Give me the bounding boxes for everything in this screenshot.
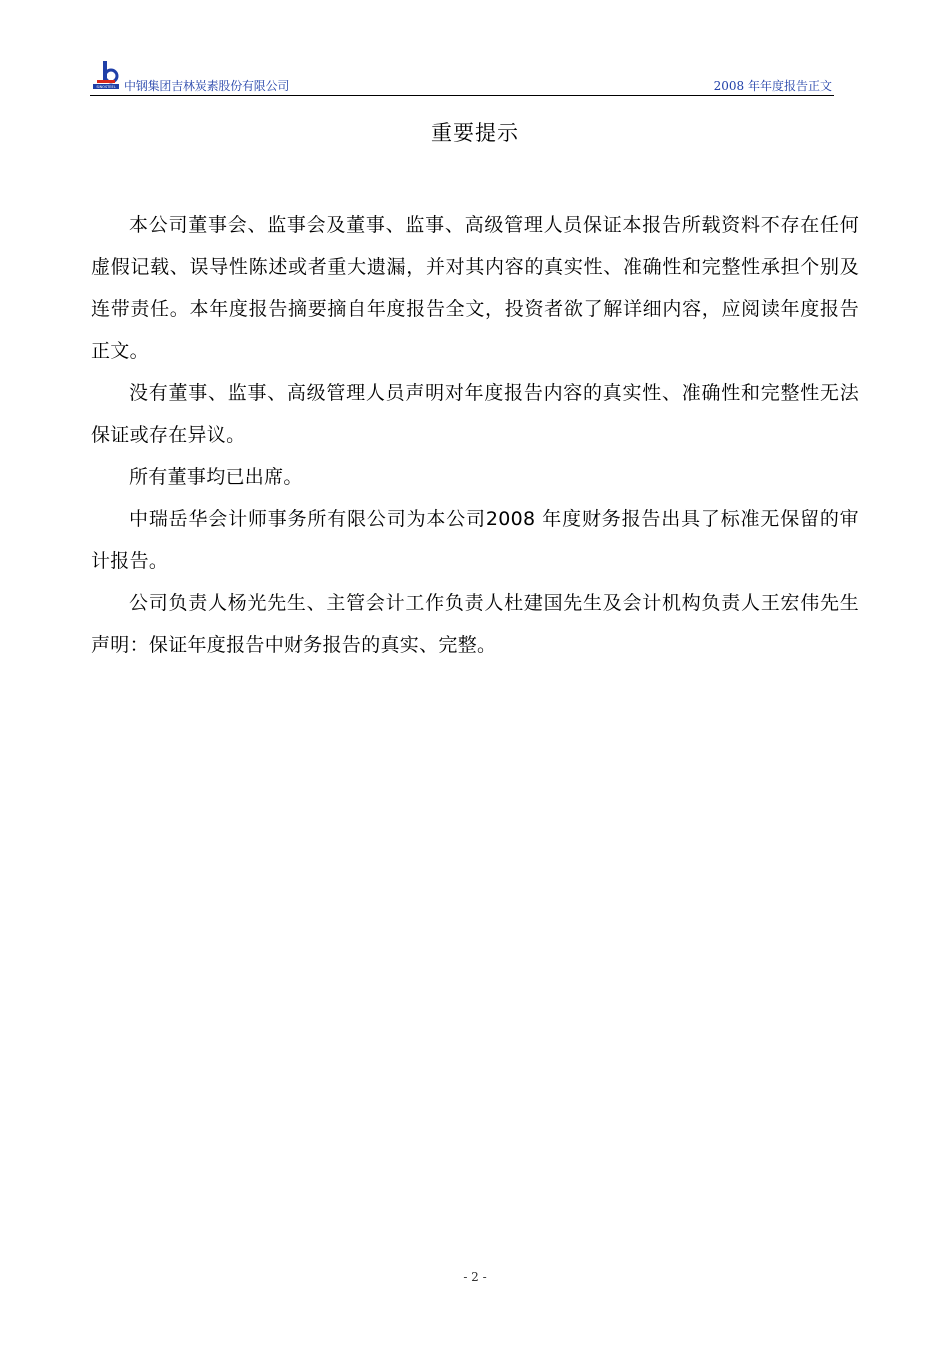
paragraph: 中瑞岳华会计师事务所有限公司为本公司2008 年度财务报告出具了标准无保留的审计报告。 bbox=[91, 508, 859, 572]
page-number: - 2 - bbox=[463, 1270, 487, 1284]
header-divider bbox=[90, 95, 834, 96]
document-body bbox=[91, 204, 859, 666]
paragraph: 公司负责人杨光先生、主管会计工作负责人杜建国先生及会计机构负责人王宏伟先生声明：保证年度报告中财务报告的真实、完整。 bbox=[91, 592, 859, 656]
report-title: 2008 年年度报告正文 bbox=[713, 79, 832, 93]
page-title: 重要提示 bbox=[431, 121, 519, 145]
logo-caption: SINOSTEEL bbox=[96, 85, 116, 89]
page-header bbox=[90, 60, 834, 96]
paragraph: 本公司董事会、监事会及董事、监事、高级管理人员保证本报告所载资料不存在任何虚假记载、误导性陈述或者重大遗漏，并对其内容的真实性、准确性和完整性承担个别及连带责任。本年度报告摘要摘自年度报告全文，投资者欲了解详细内容，应阅读年度报告正文。 bbox=[91, 214, 859, 362]
company-name: 中钢集团吉林炭素股份有限公司 bbox=[124, 79, 290, 93]
paragraph: 所有董事均已出席。 bbox=[129, 466, 303, 488]
paragraph: 没有董事、监事、高级管理人员声明对年度报告内容的真实性、准确性和完整性无法保证或存在异议。 bbox=[91, 382, 859, 446]
company-logo-icon bbox=[90, 60, 124, 92]
